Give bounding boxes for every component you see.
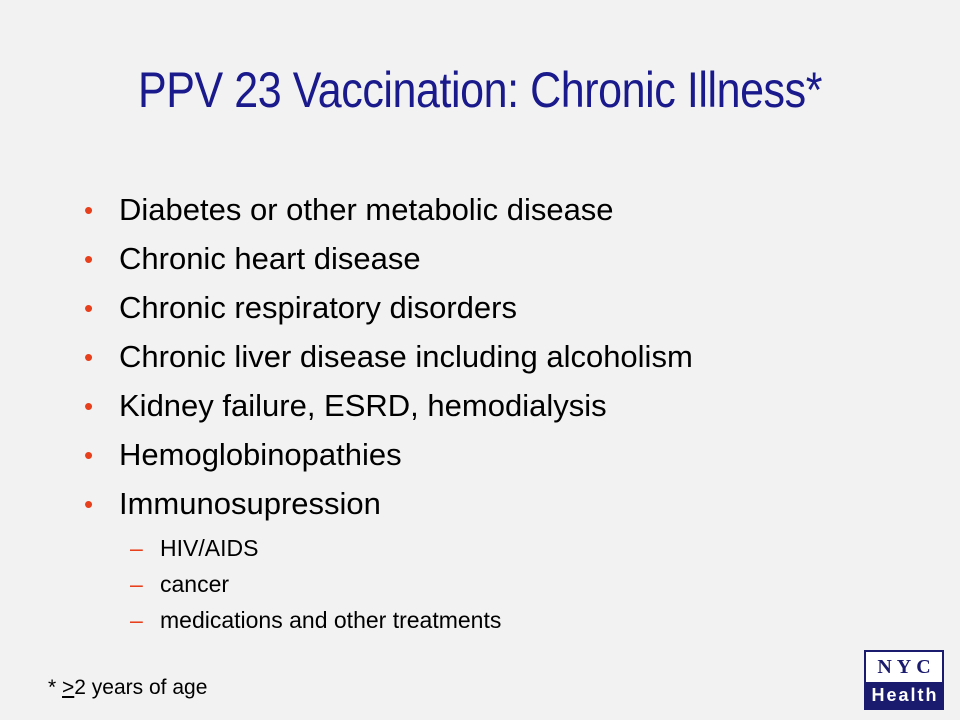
sub-bullet-text: HIV/AIDS: [160, 535, 259, 561]
bullet-text: Immunosupression: [119, 486, 381, 521]
bullet-marker: •: [84, 195, 94, 225]
bullet-text: Chronic respiratory disorders: [119, 290, 517, 325]
footnote-prefix: *: [48, 676, 63, 699]
bullet-marker: •: [84, 489, 94, 519]
footnote-text: 2 years of age: [74, 676, 208, 699]
sub-bullet-text: medications and other treatments: [160, 607, 502, 633]
bullet-text: Chronic heart disease: [119, 241, 421, 276]
sub-bullet-text: cancer: [160, 571, 230, 597]
bullet-text: Chronic liver disease including alcoholism: [119, 339, 693, 374]
logo-health-text: Health: [866, 682, 942, 708]
logo-nyc-text: NYC: [866, 652, 942, 682]
bullet-marker: •: [84, 391, 94, 421]
nyc-health-logo: [864, 650, 944, 710]
bullet-text: Diabetes or other metabolic disease: [119, 192, 614, 227]
slide-title: PPV 23 Vaccination: Chronic Illness*: [137, 62, 823, 118]
sub-bullet-marker: –: [130, 571, 143, 597]
bullet-marker: •: [84, 293, 94, 323]
sub-bullet-marker: –: [130, 535, 143, 561]
bullet-marker: •: [84, 440, 94, 470]
sub-bullet-marker: –: [130, 607, 143, 633]
bullet-marker: •: [84, 244, 94, 274]
footnote: [48, 674, 207, 702]
footnote-ge-symbol: >: [62, 676, 75, 699]
bullet-text: Kidney failure, ESRD, hemodialysis: [119, 388, 607, 423]
bullet-marker: •: [84, 342, 94, 372]
bullet-text: Hemoglobinopathies: [119, 437, 402, 472]
